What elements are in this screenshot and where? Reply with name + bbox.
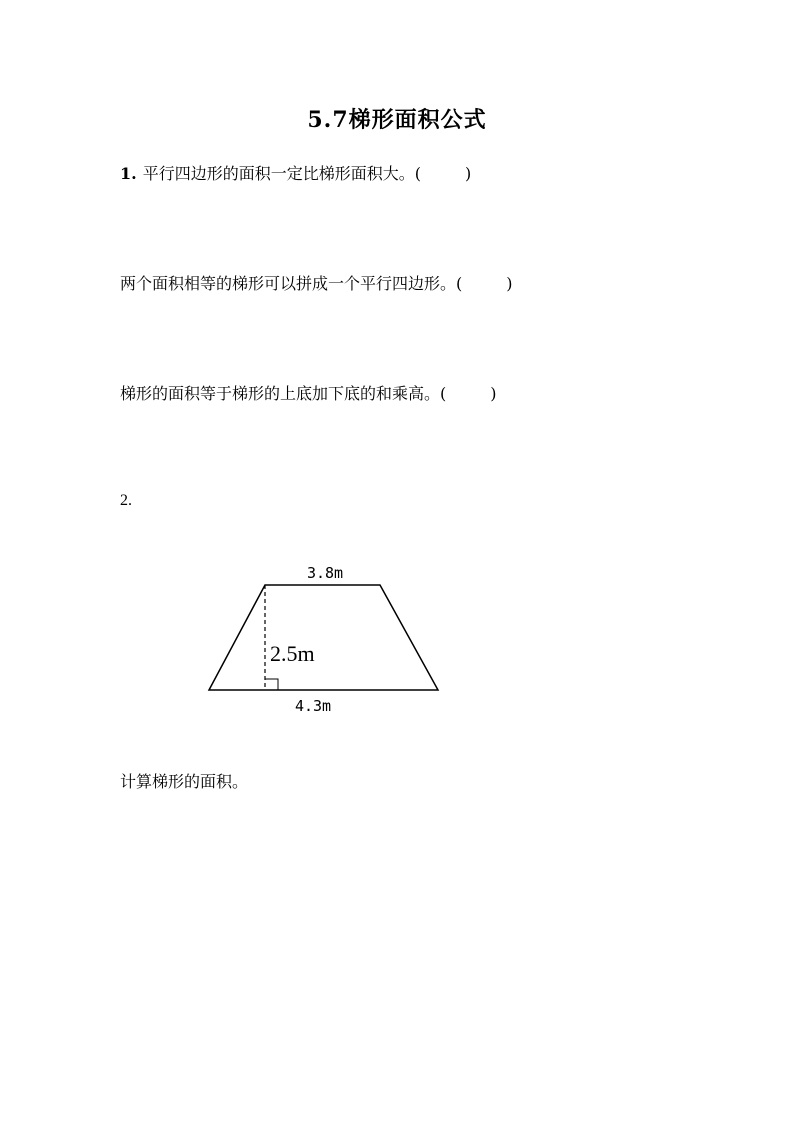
answer-paren-close: ) [506,274,513,293]
statement-text: 梯形的面积等于梯形的上底加下底的和乘高。 [120,384,441,403]
trapezoid-figure [195,555,455,725]
question-1a [120,161,471,184]
answer-paren-open: ( [456,274,463,293]
question-2-prompt: 计算梯形的面积。 [120,772,249,791]
bottom-base-label: 4.3m [294,697,332,715]
height-label: 2.5m [270,641,315,666]
question-number-2: 2. [120,492,132,509]
trapezoid-shape [209,585,438,690]
answer-paren-close: ) [464,164,472,183]
statement-text: 平行四边形的面积一定比梯形面积大。 [142,164,415,183]
top-base-label: 3.8m [306,564,344,582]
statement-text: 两个面积相等的梯形可以拼成一个平行四边形。 [120,274,457,293]
answer-paren-open: ( [440,384,447,403]
question-1b [120,271,513,294]
answer-paren-open: ( [414,164,421,183]
right-angle-mark [265,679,278,690]
answer-paren-close: ) [490,384,497,403]
question-number-1: 1. [120,164,137,183]
question-1c [120,381,497,404]
page-title: 5.7梯形面积公式 [307,107,487,133]
